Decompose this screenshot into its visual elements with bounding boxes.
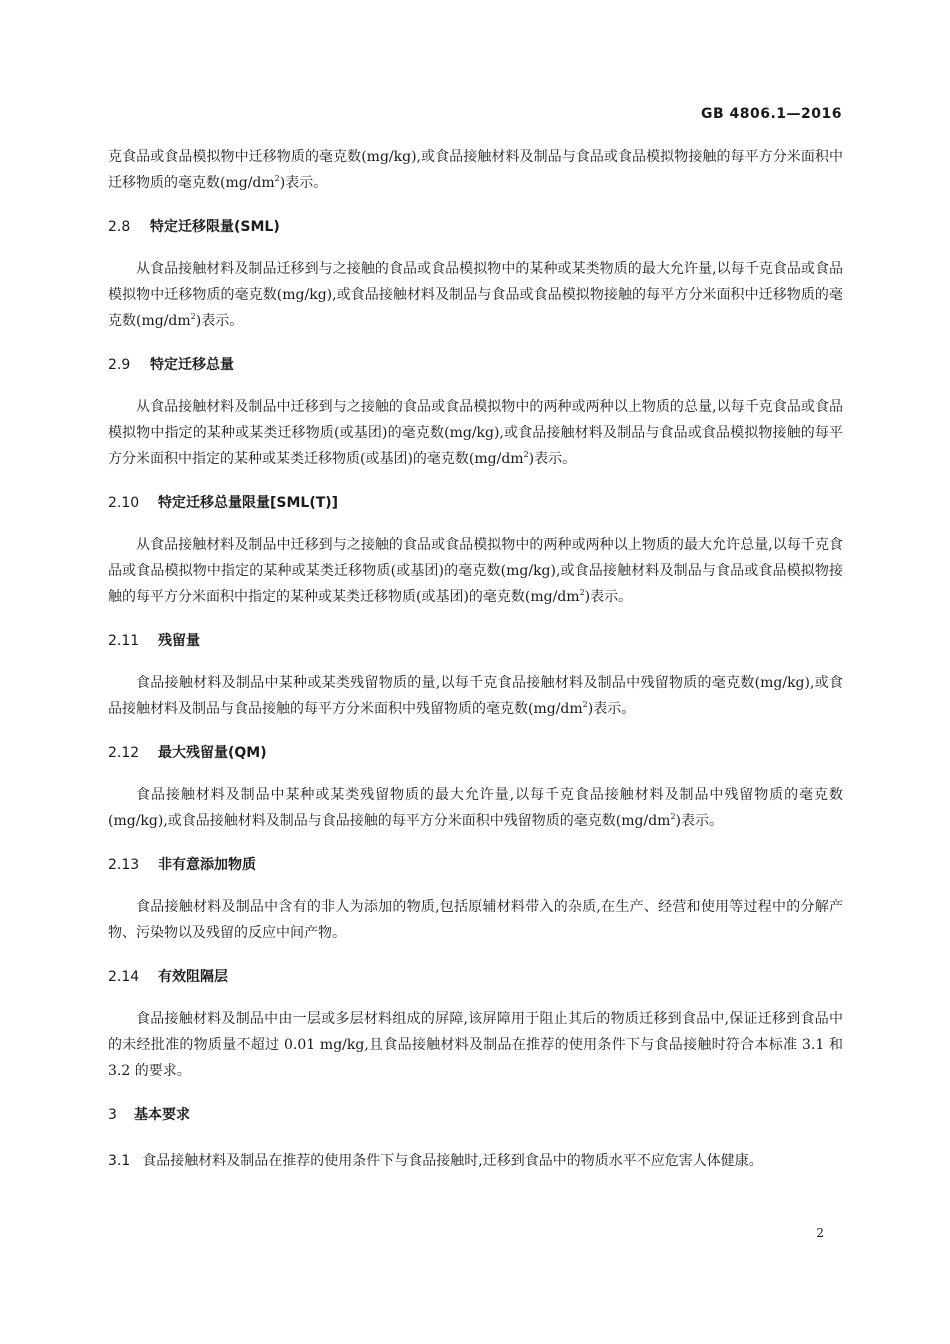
continued-paragraph: 克食品或食品模拟物中迁移物质的毫克数(mg/kg),或食品接触材料及制品与食品或食品模拟物接触的每平方分米面积中迁移物质的毫克数$(mg/dm^2)$表示。 (108, 149, 843, 191)
section-2-12 (108, 740, 843, 834)
section-2-14 (108, 964, 843, 1084)
section-heading: 2.8 特定迁移限量(SML) (108, 219, 280, 235)
section-heading: 2.9 特定迁移总量 (108, 357, 234, 373)
section-heading: 2.12 最大残留量(QM) (108, 745, 267, 761)
section-2-11 (108, 628, 843, 722)
section-heading: 2.11 残留量 (108, 633, 200, 649)
section-heading: 2.10 特定迁移总量限量[SML(T)] (108, 495, 339, 511)
section-paragraph: 食品接触材料及制品中含有的非人为添加的物质,包括原辅材料带入的杂质,在生产、经营和使用等过程中的分解产物、污染物以及残留的反应中间产物。 (108, 899, 843, 941)
section-2-8 (108, 214, 843, 334)
section-2-13 (108, 852, 843, 946)
clause-3-1: 3.1 食品接触材料及制品在推荐的使用条件下与食品接触时,迁移到食品中的物质水平不应危害人体健康。 (108, 1153, 763, 1169)
section-2-10 (108, 490, 843, 610)
section-paragraph: 从食品接触材料及制品迁移到与之接触的食品或食品模拟物中的某种或某类物质的最大允许量,以每千克食品或食品模拟物中迁移物质的毫克数(mg/kg),或食品接触材料及制品与食品或食品模拟物接触的每平方分米面积中迁移物质的毫克数$(mg/dm^2)$表示。 (108, 261, 843, 329)
chapter-heading: 3 基本要求 (108, 1107, 190, 1123)
document-code: GB 4806.1—2016 (700, 106, 842, 122)
document-body (108, 144, 843, 1174)
section-2-9 (108, 352, 843, 472)
section-paragraph: 食品接触材料及制品中某种或某类残留物质的量,以每千克食品接触材料及制品中残留物质的毫克数(mg/kg),或食品接触材料及制品与食品接触的每平方分米面积中残留物质的毫克数$(mg/dm^2)$表示。 (108, 675, 843, 717)
section-heading: 2.14 有效阻隔层 (108, 969, 228, 985)
section-paragraph: 食品接触材料及制品中由一层或多层材料组成的屏障,该屏障用于阻止其后的物质迁移到食品中,保证迁移到食品中的未经批准的物质量不超过 0.01 mg/kg,且食品接触材料及制品在推荐的使用条件下与食品接触时符合本标准 3.1 和 3.2 的要求。 (108, 1011, 843, 1079)
section-paragraph: 食品接触材料及制品中某种或某类残留物质的最大允许量,以每千克食品接触材料及制品中残留物质的毫克数(mg/kg),或食品接触材料及制品与食品接触的每平方分米面积中残留物质的毫克数$(mg/dm^2)$表示。 (108, 787, 843, 829)
section-paragraph: 从食品接触材料及制品中迁移到与之接触的食品或食品模拟物中的两种或两种以上物质的最大允许总量,以每千克食品或食品模拟物中指定的某种或某类迁移物质(或基团)的毫克数(mg/kg),或食品接触材料及制品与食品或食品模拟物接触的每平方分米面积中指定的某种或某类迁移物质(或基团)的毫克数$(mg/dm^2)$表示。 (108, 537, 843, 605)
page-number: 2 (816, 1226, 824, 1240)
section-paragraph: 从食品接触材料及制品中迁移到与之接触的食品或食品模拟物中的两种或两种以上物质的总量,以每千克食品或食品模拟物中指定的某种或某类迁移物质(或基团)的毫克数(mg/kg),或食品接触材料及制品与食品或食品模拟物接触的每平方分米面积中指定的某种或某类迁移物质(或基团)的毫克数$(mg/dm^2)$表示。 (108, 399, 843, 467)
section-heading: 2.13 非有意添加物质 (108, 857, 256, 873)
